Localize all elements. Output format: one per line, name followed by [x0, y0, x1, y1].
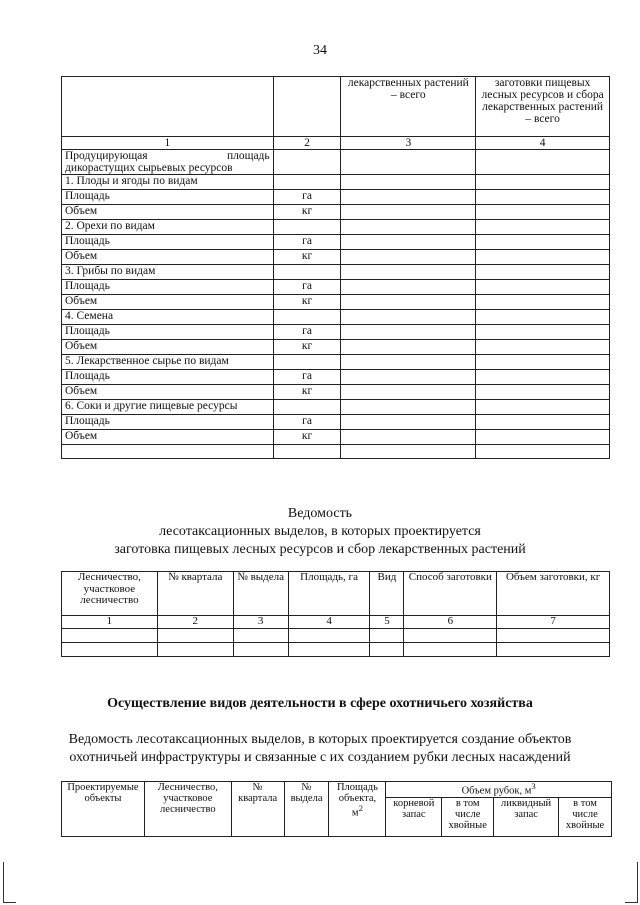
row-label: 3. Грибы по видам — [62, 265, 274, 280]
column-number-row — [62, 616, 610, 629]
unit-cell: кг — [273, 385, 341, 400]
table-row — [62, 190, 610, 205]
value-cell — [476, 250, 610, 265]
column-number: 7 — [497, 616, 610, 629]
unit-cell: кг — [273, 340, 341, 355]
volume-label: Объем рубок, м — [461, 785, 532, 797]
header-cell: корневой запас — [386, 797, 442, 836]
header-cell: в том числе хвойные — [442, 797, 494, 836]
value-cell — [476, 280, 610, 295]
value-cell — [476, 370, 610, 385]
row-label: Площадь — [62, 415, 274, 430]
value-cell — [476, 340, 610, 355]
unit-cell — [273, 310, 341, 325]
table-row — [62, 220, 610, 235]
table-row — [62, 445, 610, 459]
header-cell — [273, 77, 341, 137]
unit-cell — [273, 220, 341, 235]
value-cell — [476, 295, 610, 310]
table-row — [62, 340, 610, 355]
column-number: 4 — [476, 137, 610, 150]
header-cell: Объем заготовки, кг — [497, 572, 610, 616]
table-header-row — [62, 572, 610, 616]
value-cell — [476, 310, 610, 325]
table-row — [62, 370, 610, 385]
column-number-row — [62, 137, 610, 150]
header-cell: лекарственных растений – всего — [341, 77, 476, 137]
empty-cell — [233, 643, 288, 657]
unit-cell: кг — [273, 295, 341, 310]
value-cell — [476, 265, 610, 280]
statement-title: Ведомость лесотаксационных выделов, в которых проектируется создание объектов — [68, 732, 572, 747]
value-cell — [341, 295, 476, 310]
row-label: 5. Лекарственное сырье по видам — [62, 355, 274, 370]
row-label: 2. Орехи по видам — [62, 220, 274, 235]
column-number: 3 — [233, 616, 288, 629]
table-row — [62, 629, 610, 643]
header-cell: Лесничество, участковое лесничество — [144, 782, 231, 837]
column-number: 3 — [341, 137, 476, 150]
scan-mark — [3, 862, 16, 903]
row-label: Объем — [62, 295, 274, 310]
row-label: Площадь — [62, 235, 274, 250]
empty-cell — [404, 643, 497, 657]
empty-cell — [497, 629, 610, 643]
empty-cell — [404, 629, 497, 643]
header-cell — [62, 77, 274, 137]
value-cell — [341, 150, 476, 175]
header-cell: Вид — [370, 572, 404, 616]
header-cell: № выдела — [284, 782, 329, 837]
table-row — [62, 325, 610, 340]
table-row — [62, 355, 610, 370]
empty-cell — [288, 643, 370, 657]
value-cell — [341, 265, 476, 280]
empty-cell — [157, 643, 233, 657]
value-cell — [476, 220, 610, 235]
row-label: 6. Соки и другие пищевые ресурсы — [62, 400, 274, 415]
empty-cell — [157, 629, 233, 643]
table-row — [62, 265, 610, 280]
value-cell — [476, 430, 610, 445]
table-row — [62, 310, 610, 325]
table-row — [62, 280, 610, 295]
value-cell — [476, 150, 610, 175]
column-number: 1 — [62, 137, 274, 150]
unit-cell — [273, 355, 341, 370]
volume-unit-sup: 3 — [531, 781, 536, 791]
table-row — [62, 205, 610, 220]
column-number: 6 — [404, 616, 497, 629]
area-label: Площадь объекта, м — [336, 782, 378, 819]
header-cell: № выдела — [233, 572, 288, 616]
row-label-part: Продуцирующая — [65, 150, 148, 163]
empty-cell — [497, 643, 610, 657]
value-cell — [476, 205, 610, 220]
row-label: Объем — [62, 340, 274, 355]
statement-title: Ведомость — [287, 506, 353, 521]
row-label-part: дикорастущих сырьевых ресурсов — [65, 162, 233, 175]
table-row — [62, 385, 610, 400]
area-unit-sup: 2 — [358, 803, 363, 814]
column-number: 1 — [62, 616, 158, 629]
resources-table-body — [62, 175, 610, 459]
unit-cell — [273, 175, 341, 190]
unit-cell — [273, 150, 341, 175]
value-cell — [341, 205, 476, 220]
section-heading: Осуществление видов деятельности в сфере охотничьего хозяйства — [107, 696, 533, 711]
header-cell: Площадь, га — [288, 572, 370, 616]
unit-cell: кг — [273, 205, 341, 220]
value-cell — [476, 355, 610, 370]
value-cell — [341, 325, 476, 340]
table-header-row — [62, 782, 612, 798]
row-label: Объем — [62, 205, 274, 220]
empty-cell — [62, 629, 158, 643]
table-row — [62, 175, 610, 190]
statement-subtitle: лесотаксационных выделов, в которых проектируется — [159, 524, 481, 539]
unit-cell: га — [273, 415, 341, 430]
value-cell — [476, 325, 610, 340]
unit-cell: га — [273, 235, 341, 250]
empty-cell — [273, 445, 341, 459]
table-row — [62, 430, 610, 445]
header-cell: № квартала — [157, 572, 233, 616]
unit-cell — [273, 400, 341, 415]
value-cell — [341, 430, 476, 445]
value-cell — [476, 385, 610, 400]
value-cell — [341, 370, 476, 385]
page-number: 34 — [313, 43, 327, 58]
header-cell — [329, 782, 386, 837]
empty-cell — [233, 629, 288, 643]
value-cell — [476, 175, 610, 190]
table-row — [62, 250, 610, 265]
header-cell: № квартала — [231, 782, 284, 837]
empty-cell — [62, 445, 274, 459]
value-cell — [476, 235, 610, 250]
value-cell — [341, 235, 476, 250]
value-cell — [341, 310, 476, 325]
unit-cell: га — [273, 280, 341, 295]
value-cell — [341, 385, 476, 400]
empty-cell — [341, 445, 476, 459]
table-row — [62, 150, 610, 175]
empty-cell — [370, 629, 404, 643]
value-cell — [341, 415, 476, 430]
resources-table — [61, 76, 610, 459]
table-row — [62, 400, 610, 415]
header-cell: Проектируемые объекты — [62, 782, 145, 837]
value-cell — [341, 280, 476, 295]
statement-subtitle: заготовка пищевых лесных ресурсов и сбор лекарственных растений — [114, 542, 526, 557]
empty-cell — [476, 445, 610, 459]
row-label-part: площадь — [226, 150, 270, 163]
value-cell — [476, 400, 610, 415]
empty-cell — [370, 643, 404, 657]
value-cell — [341, 175, 476, 190]
table-row — [62, 643, 610, 657]
unit-cell: га — [273, 325, 341, 340]
row-label: Объем — [62, 250, 274, 265]
row-label: 4. Семена — [62, 310, 274, 325]
row-label: 1. Плоды и ягоды по видам — [62, 175, 274, 190]
row-label: Площадь — [62, 190, 274, 205]
table-row — [62, 415, 610, 430]
table-header-row — [62, 77, 610, 137]
column-number: 2 — [273, 137, 341, 150]
value-cell — [341, 340, 476, 355]
unit-cell — [273, 265, 341, 280]
value-cell — [341, 250, 476, 265]
value-cell — [476, 190, 610, 205]
column-number: 4 — [288, 616, 370, 629]
table-row — [62, 235, 610, 250]
scan-mark — [625, 862, 638, 903]
column-number: 2 — [157, 616, 233, 629]
row-label: Объем — [62, 385, 274, 400]
header-cell: Лесничество, участковое лесничество — [62, 572, 158, 616]
column-number: 5 — [370, 616, 404, 629]
unit-cell: кг — [273, 250, 341, 265]
value-cell — [341, 400, 476, 415]
unit-cell: га — [273, 370, 341, 385]
table-row — [62, 295, 610, 310]
value-cell — [341, 355, 476, 370]
empty-cell — [62, 643, 158, 657]
header-cell: в том числе хвойные — [559, 797, 612, 836]
sections-table — [61, 571, 610, 657]
header-cell: ликвидный запас — [494, 797, 559, 836]
header-cell — [386, 782, 612, 798]
statement-subtitle: охотничьей инфраструктуры и связанные с их созданием рубки лесных насаждений — [69, 750, 571, 765]
header-cell: заготовки пищевых лесных ресурсов и сбора лекарственных растений – всего — [476, 77, 610, 137]
value-cell — [476, 415, 610, 430]
row-label: Объем — [62, 430, 274, 445]
empty-cell — [288, 629, 370, 643]
row-label: Площадь — [62, 370, 274, 385]
value-cell — [341, 190, 476, 205]
header-cell: Способ заготовки — [404, 572, 497, 616]
row-label: Площадь — [62, 280, 274, 295]
row-label — [62, 150, 274, 175]
unit-cell: га — [273, 190, 341, 205]
hunting-table — [61, 781, 612, 837]
value-cell — [341, 220, 476, 235]
unit-cell: кг — [273, 430, 341, 445]
row-label: Площадь — [62, 325, 274, 340]
